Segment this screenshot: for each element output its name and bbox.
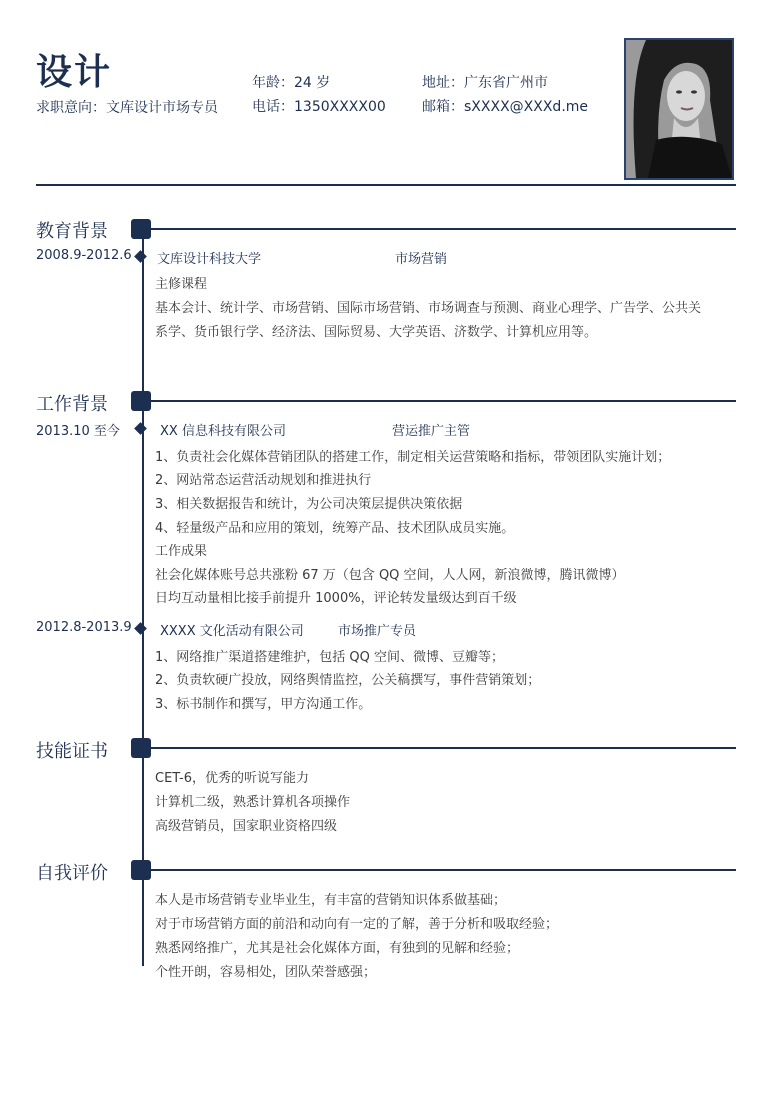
- profile-photo: [624, 38, 734, 180]
- self-eval-line: 本人是市场营销专业毕业生，有丰富的营销知识体系做基础；: [155, 893, 507, 908]
- skill-line: CET-6，优秀的听说写能力: [155, 771, 310, 786]
- email-info: 邮箱：sXXXX@XXXd.me: [422, 99, 589, 115]
- job-role: 营运推广主管: [392, 424, 471, 439]
- portrait-image: [626, 40, 732, 178]
- candidate-name: 设计: [36, 52, 113, 93]
- job-detail-line: 3、标书制作和撰写，甲方沟通工作。: [155, 697, 372, 712]
- self-eval-title: 自我评价: [36, 863, 108, 884]
- work-title: 工作背景: [36, 394, 108, 415]
- job-detail-line: 3、相关数据报告和统计，为公司决策层提供决策依据: [155, 497, 463, 512]
- job-date: 2013.10 至今: [36, 424, 120, 439]
- header-divider: [36, 184, 736, 186]
- job-role: 市场推广专员: [338, 624, 417, 639]
- address-info: 地址：广东省广州市: [422, 75, 548, 91]
- major-name: 市场营销: [395, 252, 448, 267]
- age-info: 年龄：24 岁: [252, 75, 331, 91]
- courses-label: 主修课程: [155, 277, 208, 292]
- section-divider: [151, 869, 736, 871]
- section-divider: [151, 747, 736, 749]
- school-name: 文库设计科技大学: [157, 252, 262, 267]
- section-marker: [131, 738, 151, 758]
- job-detail-line: 4、轻量级产品和应用的策划，统筹产品、技术团队成员实施。: [155, 521, 515, 536]
- job-detail-line: 2、负责软硬广投放，网络舆情监控，公关稿撰写，事件营销策划；: [155, 673, 541, 688]
- timeline-diamond: [134, 250, 147, 263]
- courses-line: 基本会计、统计学、市场营销、国际市场营销、市场调查与预测、商业心理学、广告学、公共关: [155, 301, 702, 316]
- job-detail-line: 工作成果: [155, 544, 208, 559]
- self-eval-line: 对于市场营销方面的前沿和动向有一定的了解，善于分析和吸取经验；: [155, 917, 559, 932]
- education-title: 教育背景: [36, 221, 108, 242]
- job-intent: 求职意向：文库设计市场专员: [36, 100, 218, 116]
- section-divider: [151, 400, 736, 402]
- section-marker: [131, 391, 151, 411]
- timeline-diamond: [134, 422, 147, 435]
- company-name: XXXX 文化活动有限公司: [160, 624, 304, 639]
- section-marker: [131, 219, 151, 239]
- skill-line: 计算机二级，熟悉计算机各项操作: [155, 795, 351, 810]
- section-divider: [151, 228, 736, 230]
- phone-info: 电话：1350XXXX00: [252, 99, 386, 115]
- job-detail-line: 2、网站常态运营活动规划和推进执行: [155, 473, 372, 488]
- section-marker: [131, 860, 151, 880]
- job-detail-line: 日均互动量相比接手前提升 1000%，评论转发量级达到百千级: [155, 591, 517, 606]
- education-date: 2008.9-2012.6: [36, 248, 132, 263]
- timeline-diamond: [134, 622, 147, 635]
- skill-line: 高级营销员，国家职业资格四级: [155, 819, 338, 834]
- job-detail-line: 1、负责社会化媒体营销团队的搭建工作，制定相关运营策略和指标，带领团队实施计划；: [155, 450, 671, 465]
- self-eval-line: 个性开朗，容易相处，团队荣誉感强；: [155, 965, 377, 980]
- self-eval-line: 熟悉网络推广，尤其是社会化媒体方面，有独到的见解和经验；: [155, 941, 520, 956]
- job-date: 2012.8-2013.9: [36, 620, 132, 635]
- job-detail-line: 社会化媒体账号总共涨粉 67 万（包含 QQ 空间，人人网，新浪微博，腾讯微博）: [155, 568, 625, 583]
- courses-line: 系学、货币银行学、经济法、国际贸易、大学英语、济数学、计算机应用等。: [155, 325, 598, 340]
- job-detail-line: 1、网络推广渠道搭建维护，包括 QQ 空间、微博、豆瓣等；: [155, 650, 505, 665]
- timeline-line: [142, 228, 144, 966]
- skills-title: 技能证书: [36, 741, 108, 762]
- company-name: XX 信息科技有限公司: [160, 424, 286, 439]
